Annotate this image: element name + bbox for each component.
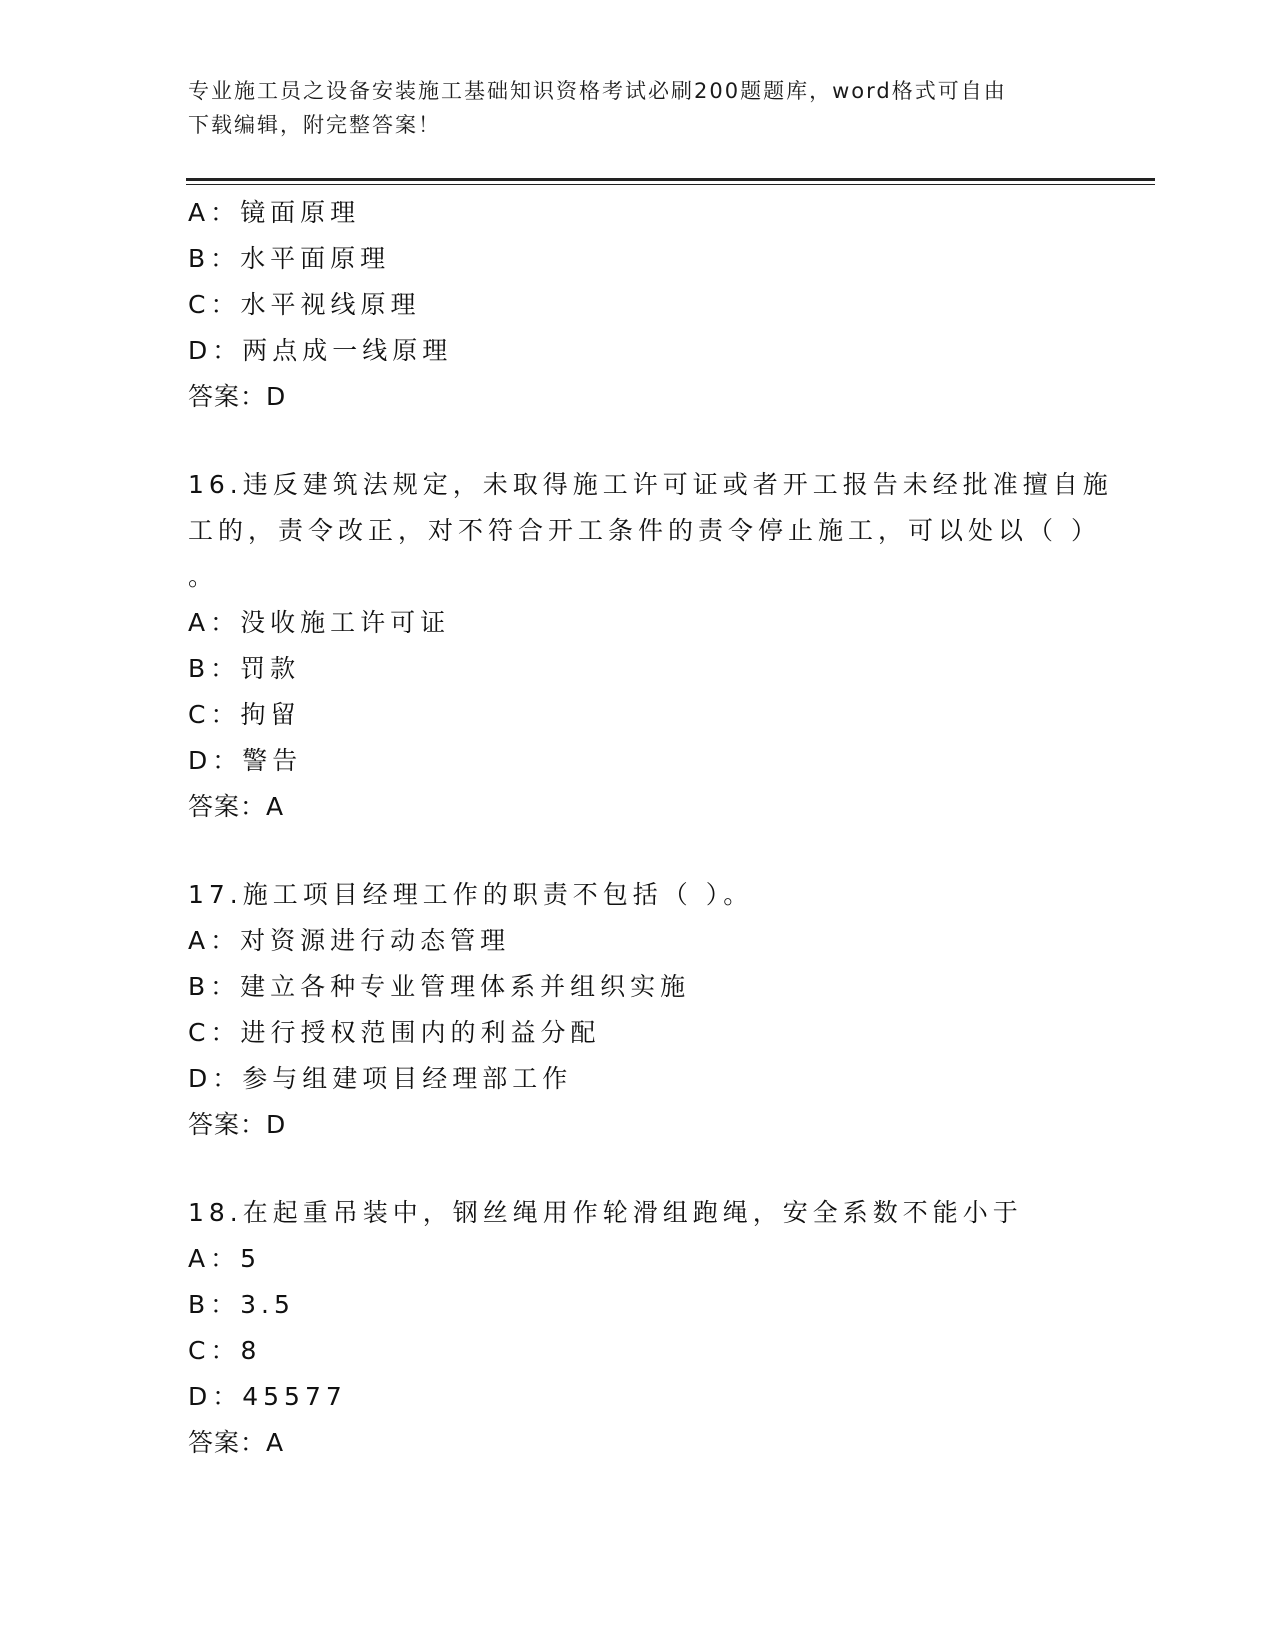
answer-line: 答案：D: [188, 382, 287, 411]
question-text-line-1: 17.施工项目经理工作的职责不包括（ ）。: [188, 880, 754, 909]
option-d: D：参与组建项目经理部工作: [188, 1064, 573, 1093]
option-b: B：3.5: [188, 1290, 295, 1319]
option-b: B：罚款: [188, 654, 301, 683]
question-17: [188, 872, 1088, 1148]
header-title-line-2: 下载编辑，附完整答案！: [188, 113, 441, 137]
option-c: C：拘留: [188, 700, 301, 729]
question-text-line-1: 18.在起重吊装中，钢丝绳用作轮滑组跑绳，安全系数不能小于: [188, 1198, 1023, 1227]
option-c: C：8: [188, 1336, 262, 1365]
question-list: [188, 190, 1113, 1466]
option-b: B：水平面原理: [188, 244, 391, 273]
answer-line: 答案：A: [188, 1428, 285, 1457]
option-a: A：没收施工许可证: [188, 608, 451, 637]
option-c: C：进行授权范围内的利益分配: [188, 1018, 601, 1047]
option-d: D：警告: [188, 746, 303, 775]
question-16: [188, 462, 1113, 830]
header-divider-thin: [186, 184, 1155, 185]
option-b: B：建立各种专业管理体系并组织实施: [188, 972, 691, 1001]
question-text-line-2: 工的，责令改正，对不符合开工条件的责令停止施工，可以处以（ ）: [188, 516, 1101, 545]
answer-line: 答案：D: [188, 1110, 287, 1139]
option-a: A：对资源进行动态管理: [188, 926, 511, 955]
spacer: [188, 830, 1088, 872]
answer-line: 答案：A: [188, 792, 285, 821]
option-d: D：两点成一线原理: [188, 336, 453, 365]
option-a: A：5: [188, 1244, 262, 1273]
option-a: A：镜面原理: [188, 198, 361, 227]
spacer: [188, 420, 1088, 462]
document-header: [188, 74, 1088, 142]
header-divider-thick: [186, 178, 1155, 181]
question-18: [188, 1190, 1088, 1466]
question-text-line-3: 。: [188, 562, 219, 591]
option-d: D：45577: [188, 1382, 347, 1411]
question-15: [188, 190, 1088, 420]
header-title-line-1: 专业施工员之设备安装施工基础知识资格考试必刷200题题库，word格式可自由: [188, 79, 1007, 103]
question-text-line-1: 16.违反建筑法规定，未取得施工许可证或者开工报告未经批准擅自施: [188, 470, 1113, 499]
spacer: [188, 1148, 1088, 1190]
option-c: C：水平视线原理: [188, 290, 421, 319]
